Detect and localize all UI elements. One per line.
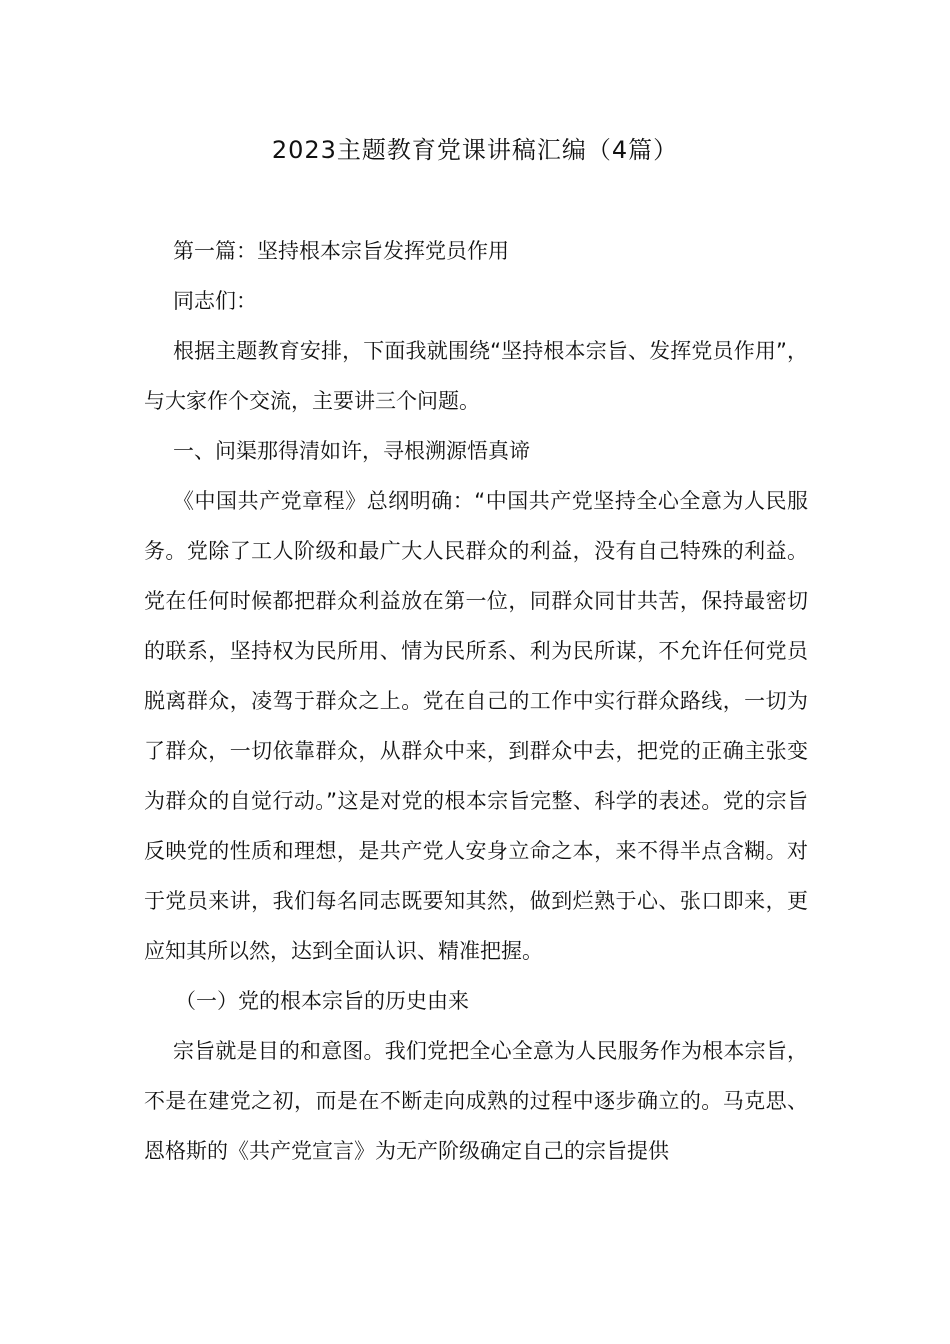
salutation: 同志们： xyxy=(173,289,257,313)
intro-paragraph: 根据主题教育安排，下面我就围绕“坚持根本宗旨、发挥党员作用”，与大家作个交流，主要讲三个问题。 xyxy=(144,339,808,413)
chapter-heading: 第一篇：坚持根本宗旨发挥党员作用 xyxy=(173,239,509,263)
body-paragraph: 宗旨就是目的和意图。我们党把全心全意为人民服务作为根本宗旨，不是在建党之初，而是在不断走向成熟的过程中逐步确立的。马克思、恩格斯的《共产党宣言》为无产阶级确定自己的宗旨提供 xyxy=(144,1039,808,1163)
document-title: 2023主题教育党课讲稿汇编（4篇） xyxy=(271,136,679,164)
section-heading: 一、问渠那得清如许，寻根溯源悟真谛 xyxy=(173,439,530,463)
body-paragraph: 《中国共产党章程》总纲明确：“中国共产党坚持全心全意为人民服务。党除了工人阶级和最广大人民群众的利益，没有自己特殊的利益。党在任何时候都把群众利益放在第一位，同群众同甘共苦，保持最密切的联系，坚持权为民所用、情为民所系、利为民所谋，不允许任何党员脱离群众，凌驾于群众之上。党在自己的工作中实行群众路线，一切为了群众，一切依靠群众，从群众中来，到群众中去，把党的正确主张变为群众的自觉行动。”这是对党的根本宗旨完整、科学的表述。党的宗旨反映党的性质和理想，是共产党人安身立命之本，来不得半点含糊。对于党员来讲，我们每名同志既要知其然，做到烂熟于心、张口即来，更应知其所以然，达到全面认识、精准把握。 xyxy=(144,489,808,963)
subsection-heading: （一）党的根本宗旨的历史由来 xyxy=(175,989,469,1013)
document-body xyxy=(144,226,808,1176)
